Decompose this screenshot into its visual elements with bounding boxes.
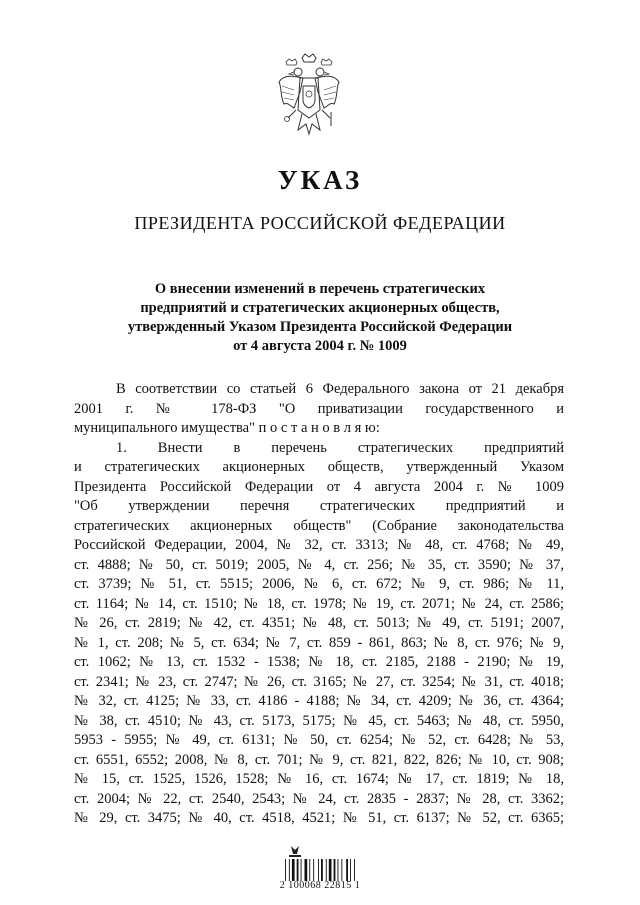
barcode-bar xyxy=(321,859,323,881)
body-line: ст. 2341; № 23, ст. 2747; № 26, ст. 3165; № 27, ст. 3254; № 31, ст. 4018; xyxy=(74,673,564,690)
body-line: № 29, ст. 3475; № 40, ст. 4518, 4521; № 51, ст. 6137; № 52, ст. 6365; xyxy=(74,810,564,826)
body-line: ст. 4888; № 50, ст. 5019; 2005, № 4, ст. 256; № 35, ст. 3590; № 37, xyxy=(74,556,564,573)
barcode-bar xyxy=(301,859,302,881)
body-line: ст. 1062; № 13, ст. 1532 - 1538; № 18, ст. 2185, 2188 - 2190; № 19, xyxy=(74,654,564,670)
barcode-bar xyxy=(285,859,286,881)
heading-line: утвержденный Указом Президента Российской Федерации xyxy=(127,319,513,335)
barcode-bar xyxy=(297,859,299,881)
body-line: 1. Внести в перечень стратегических предприятий xyxy=(116,439,564,456)
body-line: 5953 - 5955; № 49, ст. 6131; № 50, ст. 6254; № 52, ст. 6428; № 53, xyxy=(74,732,564,748)
barcode-bar xyxy=(354,859,355,881)
barcode-bar xyxy=(313,859,314,881)
barcode-bar xyxy=(318,859,319,881)
body-line: Российской Федерации, 2004, № 32, ст. 3313; № 48, ст. 4768; № 49, xyxy=(74,537,564,553)
barcode-bar xyxy=(346,859,348,881)
body-line: В соответствии со статьей 6 Федерального закона от 21 декабря xyxy=(116,381,564,397)
barcode-bar xyxy=(309,859,310,881)
heading-line: О внесении изменений в перечень стратегических xyxy=(154,281,486,297)
body-line: ст. 6551, 6552; 2008, № 8, ст. 701; № 9, ст. 821, 822, 826; № 10, ст. 908; xyxy=(74,751,564,768)
barcode-bar xyxy=(292,859,295,881)
body-line: ст. 2004; № 22, ст. 2540, 2543; № 24, ст. 2835 - 2837; № 28, ст. 3362; xyxy=(74,790,564,807)
barcode-bar xyxy=(305,859,308,881)
document-title: УКАЗ xyxy=(277,165,363,195)
body-line: муниципального имущества" п о с т а н о в л я ю: xyxy=(74,420,380,436)
barcode-bar xyxy=(326,859,327,881)
body-line: № 32, ст. 4125; № 33, ст. 4186 - 4188; № 34, ст. 4209; № 36, ст. 4364; xyxy=(74,693,564,709)
barcode-number: 2 100068 22815 1 xyxy=(279,880,361,891)
barcode-bar xyxy=(350,859,351,881)
barcode-bar xyxy=(338,859,339,881)
body-line: ст. 1164; № 14, ст. 1510; № 18, ст. 1978; № 19, ст. 2071; № 24, ст. 2586; xyxy=(74,595,564,612)
document-issuer: ПРЕЗИДЕНТА РОССИЙСКОЙ ФЕДЕРАЦИИ xyxy=(134,213,506,233)
heading-line: предприятий и стратегических акционерных обществ, xyxy=(140,300,500,316)
document-heading xyxy=(90,280,550,356)
barcode-bar xyxy=(341,859,342,881)
body-line: "Об утверждении перечня стратегических предприятий и xyxy=(74,498,564,514)
body-line: № 1, ст. 208; № 5, ст. 634; № 7, ст. 859 - 861, 863; № 8, ст. 976; № 9, xyxy=(74,634,564,651)
barcode-bar xyxy=(329,859,332,881)
body-line: 2001 г. № 178-ФЗ "О приватизации государственного и xyxy=(74,400,564,417)
barcode-bar xyxy=(289,859,290,881)
body-line: стратегических акционерных обществ" (Собрание законодательства xyxy=(74,517,564,534)
heading-line: от 4 августа 2004 г. № 1009 xyxy=(233,338,407,354)
body-line: ст. 3739; № 51, ст. 5515; 2006, № 6, ст. 672; № 9, ст. 986; № 11, xyxy=(74,576,564,592)
body-line: № 26, ст. 2819; № 42, ст. 4351; № 48, ст. 5013; № 49, ст. 5191; 2007, xyxy=(74,615,564,631)
body-line: № 15, ст. 1525, 1526, 1528; № 16, ст. 1674; № 17, ст. 1819; № 18, xyxy=(74,771,564,787)
body-line: Президента Российской Федерации от 4 августа 2004 г. № 1009 xyxy=(74,478,564,495)
coat-of-arms-emblem xyxy=(276,52,342,144)
body-line: и стратегических акционерных обществ, утвержденный Указом xyxy=(74,459,564,475)
body-line: № 38, ст. 4510; № 43, ст. 5173, 5175; № 45, ст. 5463; № 48, ст. 5950, xyxy=(74,712,564,729)
barcode-bar xyxy=(334,859,336,881)
document-body xyxy=(74,380,564,829)
